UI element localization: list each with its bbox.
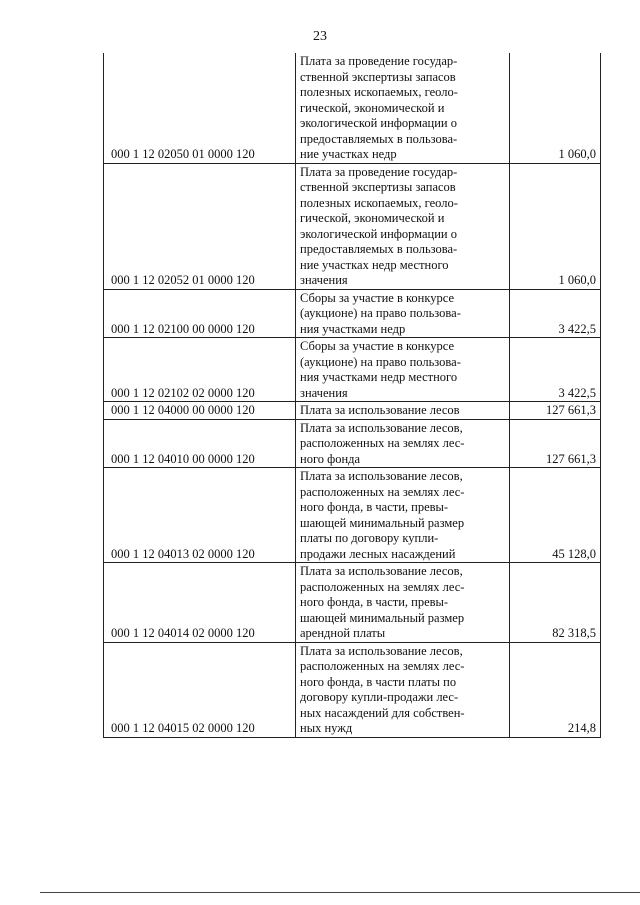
- amount-cell: 127 661,3: [510, 402, 601, 420]
- revenue-name-line: ных нужд: [300, 721, 353, 735]
- revenue-name-line: Плата за использование лесов: [300, 403, 460, 417]
- revenue-name-cell: [296, 468, 510, 563]
- amount-cell: 82 318,5: [510, 563, 601, 643]
- budget-code-cell: 000 1 12 04010 00 0000 120: [104, 419, 296, 468]
- revenue-name-cell: [296, 402, 510, 420]
- amount-cell: 1 060,0: [510, 163, 601, 289]
- budget-code-cell: 000 1 12 04014 02 0000 120: [104, 563, 296, 643]
- revenue-name-cell: [296, 419, 510, 468]
- revenue-name-line: ственной экспертизы запасов: [300, 180, 456, 194]
- revenue-name-line: Плата за использование лесов,: [300, 469, 463, 483]
- revenue-name-cell: [296, 53, 510, 163]
- budget-code-cell: 000 1 12 02052 01 0000 120: [104, 163, 296, 289]
- revenue-name-line: значения: [300, 273, 348, 287]
- budget-code-cell: 000 1 12 02102 02 0000 120: [104, 338, 296, 402]
- page-number: 23: [313, 29, 327, 44]
- amount-cell: 45 128,0: [510, 468, 601, 563]
- budget-revenue-table: [103, 53, 601, 738]
- revenue-name-cell: [296, 163, 510, 289]
- table-row: [104, 563, 601, 643]
- revenue-name-line: полезных ископаемых, геоло-: [300, 85, 458, 99]
- revenue-name-line: продажи лесных насаждений: [300, 546, 456, 561]
- revenue-name-line: Плата за использование лесов,: [300, 643, 463, 658]
- table-body: [104, 53, 601, 737]
- revenue-name-line: (аукционе) на право пользова-: [300, 354, 461, 369]
- table-row: [104, 642, 601, 737]
- revenue-name-line: шающей минимальный размер: [300, 515, 465, 530]
- revenue-name-line: расположенных на землях лес-: [300, 484, 465, 499]
- budget-code-cell: 000 1 12 04000 00 0000 120: [104, 402, 296, 420]
- amount-cell: 127 661,3: [510, 419, 601, 468]
- revenue-name-line: Плата за использование лесов,: [300, 564, 463, 578]
- footer-divider: [40, 892, 640, 893]
- revenue-name-line: экологической информации о: [300, 116, 457, 130]
- amount-cell: 3 422,5: [510, 338, 601, 402]
- revenue-name-line: Плата за проведение государ-: [300, 164, 458, 179]
- table-row: [104, 163, 601, 289]
- revenue-name-line: Плата за проведение государ-: [300, 54, 458, 68]
- revenue-name-line: ного фонда: [300, 451, 361, 466]
- revenue-name-line: гической, экономической и: [300, 211, 445, 225]
- revenue-name-line: экологической информации о: [300, 226, 457, 241]
- revenue-name-line: ния участками недр: [300, 321, 406, 336]
- table-row: [104, 468, 601, 563]
- revenue-name-line: ного фонда, в части, превы-: [300, 595, 449, 609]
- revenue-name-line: Сборы за участие в конкурсе: [300, 290, 454, 305]
- revenue-name-line: ние участках недр местного: [300, 257, 449, 272]
- revenue-name-line: Плата за использование лесов,: [300, 420, 463, 435]
- revenue-name-line: (аукционе) на право пользова-: [300, 306, 461, 320]
- budget-code-cell: 000 1 12 04013 02 0000 120: [104, 468, 296, 563]
- revenue-name-line: полезных ископаемых, геоло-: [300, 195, 458, 210]
- revenue-name-line: ние участках недр: [300, 147, 397, 161]
- amount-cell: 1 060,0: [510, 53, 601, 163]
- revenue-name-line: ственной экспертизы запасов: [300, 69, 456, 84]
- table-row: [104, 338, 601, 402]
- revenue-name-line: платы по договору купли-: [300, 531, 439, 545]
- table-row: [104, 419, 601, 468]
- table-row: [104, 402, 601, 420]
- revenue-name-line: арендной платы: [300, 626, 386, 640]
- budget-code-cell: 000 1 12 02050 01 0000 120: [104, 53, 296, 163]
- revenue-name-line: предоставляемых в пользова-: [300, 131, 458, 146]
- revenue-name-line: расположенных на землях лес-: [300, 579, 465, 594]
- revenue-name-cell: [296, 642, 510, 737]
- revenue-name-line: расположенных на землях лес-: [300, 659, 465, 673]
- budget-code-cell: 000 1 12 04015 02 0000 120: [104, 642, 296, 737]
- revenue-name-line: ного фонда, в части платы по: [300, 674, 457, 689]
- revenue-name-line: Сборы за участие в конкурсе: [300, 339, 454, 353]
- revenue-name-cell: [296, 563, 510, 643]
- budget-code-cell: 000 1 12 02100 00 0000 120: [104, 289, 296, 338]
- amount-cell: 3 422,5: [510, 289, 601, 338]
- revenue-name-line: предоставляемых в пользова-: [300, 242, 458, 256]
- table-row: [104, 289, 601, 338]
- amount-cell: 214,8: [510, 642, 601, 737]
- revenue-name-line: расположенных на землях лес-: [300, 436, 465, 450]
- revenue-name-line: шающей минимальный размер: [300, 610, 465, 625]
- revenue-name-line: значения: [300, 385, 348, 400]
- revenue-name-line: гической, экономической и: [300, 100, 445, 115]
- revenue-name-line: ния участками недр местного: [300, 370, 458, 384]
- table-row: [104, 53, 601, 163]
- revenue-name-line: ного фонда, в части, превы-: [300, 500, 449, 514]
- revenue-name-line: ных насаждений для собствен-: [300, 705, 465, 720]
- revenue-name-line: договору купли-продажи лес-: [300, 690, 459, 704]
- revenue-name-cell: [296, 289, 510, 338]
- revenue-name-cell: [296, 338, 510, 402]
